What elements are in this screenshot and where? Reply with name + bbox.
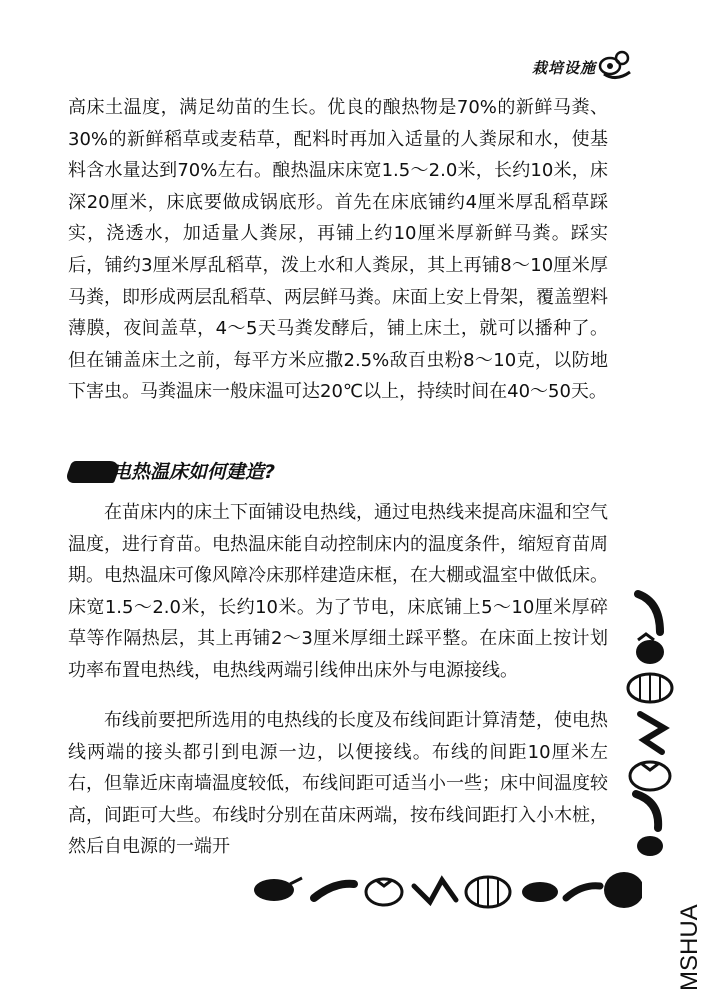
watermark	[667, 885, 708, 995]
side-vegetable-strip	[620, 588, 680, 858]
watermark-text: MSHUA	[676, 904, 703, 991]
tomato-icon	[630, 762, 670, 790]
cucumber-icon	[638, 594, 660, 632]
paragraph-1: 高床土温度，满足幼苗的生长。优良的酿热物是70%的新鲜马粪、30%的新鲜稻草或麦秸草，配料时再加入适量的人粪尿和水，使基料含水量达到70%左右。酿热温床床宽1.5～2.0米，长约10米，床深20厘米，床底要做成锅底形。首先在床底铺约4厘米厚乱稻草踩实，浇透水，加适量人粪尿，再铺上约10厘米厚新鲜马粪。踩实后，铺约3厘米厚乱稻草，泼上水和人粪尿，其上再铺8～10厘米厚马粪，即形成两层乱稻草、两层鲜马粪。床面上安上骨架，覆盖塑料薄膜，夜间盖草，4～5天马粪发酵后，铺上床土，就可以播种了。但在铺盖床土之前，每平方米应撒2.5%敌百虫粉8～10克，以防地下害虫。马粪温床一般床温可达20℃以上，持续时间在40～50天。	[68, 97, 608, 403]
vegetable-logo-icon	[596, 44, 636, 84]
paragraph-3: 布线前要把所选用的电热线的长度及布线间距计算清楚，使电热线两端的接头都引到电源一边，以便接线。布线的间距10厘米左右，但靠近床南墙温度较低，布线间距可适当小一些；床中间温度较高，间距可大些。布线时分别在苗床两端，按布线间距打入小木桩，然后自电源的一端开	[68, 710, 608, 858]
section-heading-title: 电热温床如何建造?	[112, 461, 276, 483]
pumpkin-icon	[466, 877, 510, 907]
cucumber-icon	[566, 886, 600, 898]
eggplant-icon	[254, 878, 302, 901]
eggplant-icon	[637, 836, 663, 856]
page-corner-blot	[604, 872, 642, 908]
pumpkin-icon	[628, 674, 672, 702]
section-heading	[68, 455, 338, 489]
running-header: 栽培设施	[531, 59, 596, 77]
eggplant-icon	[636, 634, 664, 664]
tomato-icon	[366, 879, 402, 905]
cucumber-icon	[636, 794, 658, 828]
bottom-vegetable-band	[250, 862, 642, 920]
radish-icon	[414, 880, 456, 902]
eggplant-icon	[522, 882, 558, 902]
cucumber-icon	[314, 884, 354, 898]
radish-icon	[640, 714, 664, 752]
paragraph-2: 在苗床内的床土下面铺设电热线，通过电热线来提高床温和空气温度，进行育苗。电热温床能自动控制床内的温度条件，缩短育苗周期。电热温床可像风障冷床那样建造床框，在大棚或温室中做低床。床宽1.5～2.0米，长约10米。为了节电，床底铺上5～10厘米厚碎草等作隔热层，其上再铺2～3厘米厚细土踩平整。在床面上按计划功率布置电热线，电热线两端引线伸出床外与电源接线。	[68, 502, 608, 681]
